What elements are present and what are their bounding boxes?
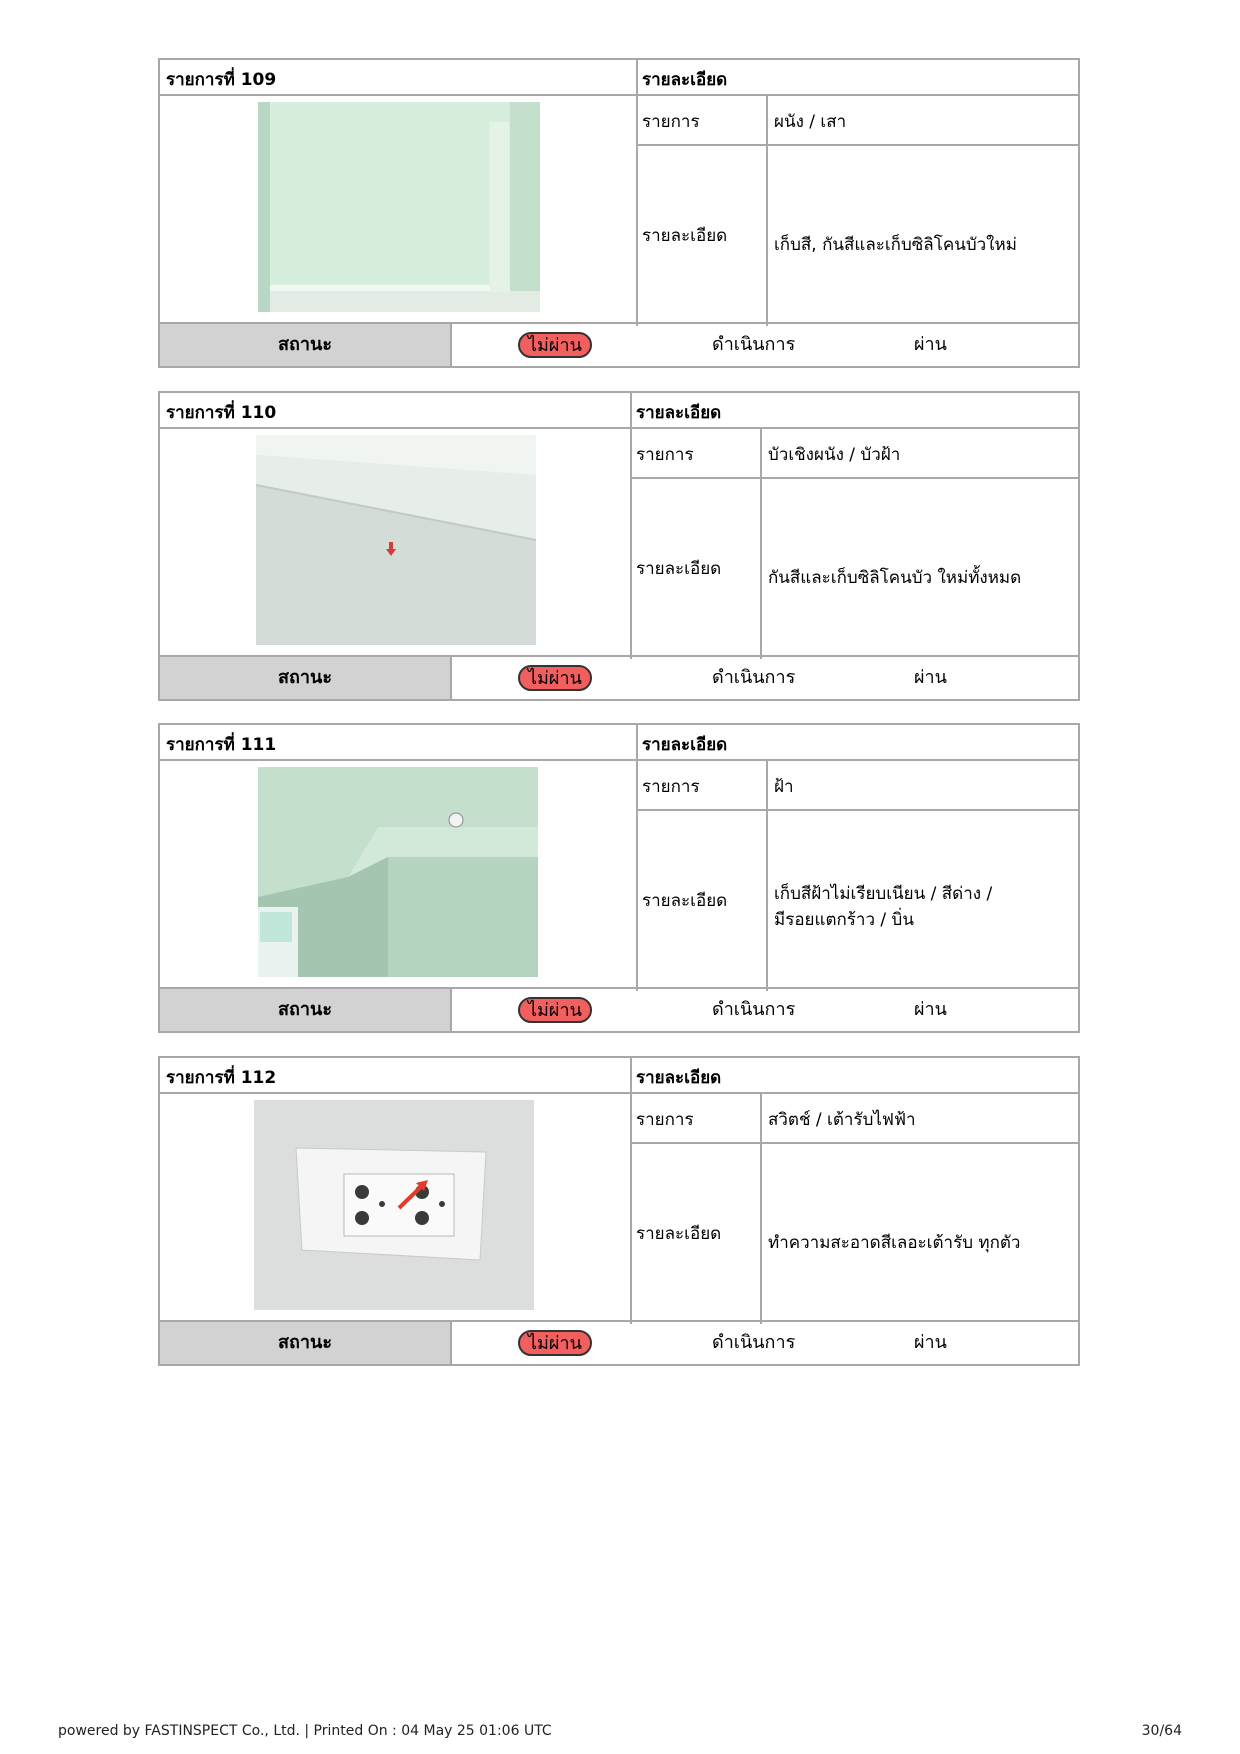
detail-label: รายละเอียด [642, 226, 728, 246]
detail-value: ทำความสะอาดสีเลอะเต้ารับ ทุกตัว [768, 1233, 1021, 1253]
status-row [160, 1320, 1078, 1364]
card-header [160, 393, 1078, 429]
detail-header: รายละเอียด [636, 1068, 722, 1088]
card-header [160, 725, 1078, 761]
detail-value-line2: มีรอยแตกร้าว / บิ่น [774, 910, 914, 930]
item-value: ฝ้า [774, 777, 794, 797]
inspection-photo[interactable] [258, 767, 538, 977]
status-row [160, 322, 1078, 366]
detail-header: รายละเอียด [642, 735, 728, 755]
inspection-card-111 [158, 723, 1080, 1033]
item-label: รายการ [636, 445, 694, 465]
detail-label: รายละเอียด [642, 891, 728, 911]
status-label: สถานะ [160, 1322, 452, 1364]
inspection-card-109 [158, 58, 1080, 368]
item-label: รายการ [642, 112, 700, 132]
detail-value: เก็บสี, กันสีและเก็บซิลิโคนบัวใหม่ [774, 235, 1017, 255]
detail-label: รายละเอียด [636, 559, 722, 579]
card-header [160, 1058, 1078, 1094]
detail-value-line1: เก็บสีฝ้าไม่เรียบเนียน / สีด่าง / [774, 884, 993, 904]
status-in-progress[interactable]: ดำเนินการ [712, 667, 796, 688]
detail-value: กันสีและเก็บซิลิโคนบัว ใหม่ทั้งหมด [768, 568, 1022, 588]
item-label: รายการ [636, 1110, 694, 1130]
status-fail-badge[interactable]: ไม่ผ่าน [518, 997, 592, 1023]
card-header [160, 60, 1078, 96]
status-pass[interactable]: ผ่าน [914, 1332, 947, 1353]
detail-label: รายละเอียด [636, 1224, 722, 1244]
status-label: สถานะ [160, 324, 452, 366]
status-label: สถานะ [160, 657, 452, 699]
status-row [160, 987, 1078, 1031]
footer-credit: powered by FASTINSPECT Co., Ltd. | Printed On : 04 May 25 01:06 UTC [58, 1723, 552, 1739]
status-pass[interactable]: ผ่าน [914, 334, 947, 355]
item-number: รายการที่ 112 [166, 1068, 277, 1088]
item-value: ผนัง / เสา [774, 112, 847, 132]
page-number: 30/64 [1141, 1723, 1182, 1739]
inspection-photo[interactable] [256, 435, 536, 645]
inspection-photo[interactable] [258, 102, 540, 312]
item-number: รายการที่ 109 [166, 70, 277, 90]
status-fail-badge[interactable]: ไม่ผ่าน [518, 332, 592, 358]
status-label: สถานะ [160, 989, 452, 1031]
inspection-photo[interactable] [254, 1100, 534, 1310]
status-in-progress[interactable]: ดำเนินการ [712, 1332, 796, 1353]
status-in-progress[interactable]: ดำเนินการ [712, 334, 796, 355]
detail-header: รายละเอียด [642, 70, 728, 90]
status-row [160, 655, 1078, 699]
inspection-card-110 [158, 391, 1080, 701]
item-value: บัวเชิงผนัง / บัวฝ้า [768, 445, 901, 465]
detail-header: รายละเอียด [636, 403, 722, 423]
status-pass[interactable]: ผ่าน [914, 667, 947, 688]
status-fail-badge[interactable]: ไม่ผ่าน [518, 665, 592, 691]
item-value: สวิตช์ / เต้ารับไฟฟ้า [768, 1110, 916, 1130]
item-number: รายการที่ 110 [166, 403, 277, 423]
inspection-card-112 [158, 1056, 1080, 1366]
status-fail-badge[interactable]: ไม่ผ่าน [518, 1330, 592, 1356]
item-label: รายการ [642, 777, 700, 797]
item-number: รายการที่ 111 [166, 735, 277, 755]
status-pass[interactable]: ผ่าน [914, 999, 947, 1020]
status-in-progress[interactable]: ดำเนินการ [712, 999, 796, 1020]
